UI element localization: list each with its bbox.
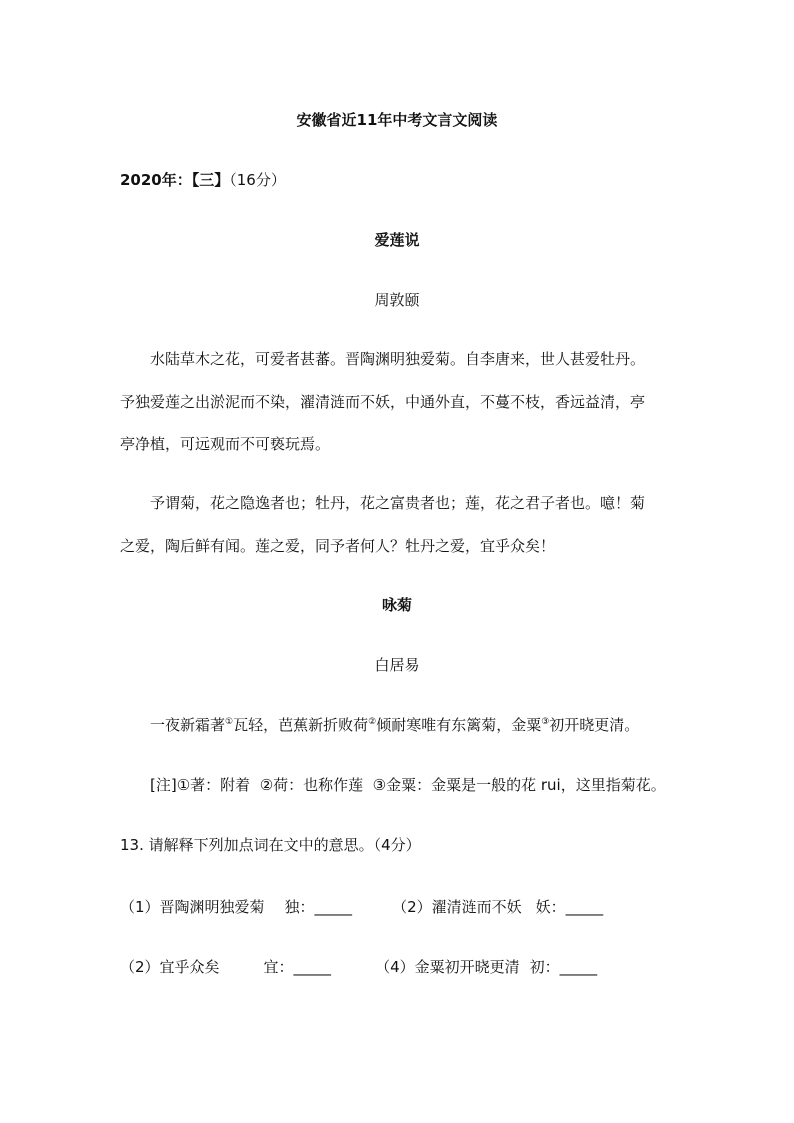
question-item-blank[interactable]: 妖：_____: [535, 898, 604, 916]
footnote-marker: ①: [225, 717, 234, 727]
question-item-blank[interactable]: 宜：_____: [263, 958, 332, 976]
section-year: 2020年：: [120, 171, 192, 189]
passage1-line: 水陆草木之花，可爱者甚蕃。晋陶渊明独爱菊。自李唐来，世人甚爱牡丹。: [150, 350, 646, 368]
question-item-phrase: （2）濯清涟而不妖: [392, 898, 522, 916]
footnote-marker: ③: [541, 717, 550, 727]
question-stem: 13. 请解释下列加点词在文中的意思。（4分）: [120, 836, 421, 854]
footnote-marker: ②: [368, 717, 377, 727]
section-score: （16分）: [229, 171, 286, 189]
poem-segment: 初开晓更清。: [549, 716, 640, 734]
question-item-phrase: （1）晋陶渊明独爱菊: [120, 898, 265, 916]
section-heading: [120, 170, 286, 190]
passage2-author: 白居易: [374, 656, 420, 674]
passage1-line: 予谓菊，花之隐逸者也；牡丹，花之富贵者也；莲，花之君子者也。噫！菊: [150, 494, 646, 512]
poem-segment: 倾耐寒唯有东篱菊，金粟: [376, 716, 542, 734]
poem-segment: 瓦轻，芭蕉新折败荷: [233, 716, 369, 734]
passage1-author: 周敦颐: [374, 291, 420, 309]
document-title: 安徽省近11年中考文言文阅读: [296, 111, 498, 129]
passage1-line: 之爱，陶后鲜有闻。莲之爱，同予者何人？牡丹之爱，宜乎众矣！: [120, 537, 556, 555]
question-item-blank[interactable]: 独：_____: [284, 898, 353, 916]
passage1-line: 亭净植，可远观而不可亵玩焉。: [120, 435, 331, 453]
question-item-phrase: （4）金粟初开晓更清: [375, 958, 520, 976]
question-row: [120, 957, 597, 977]
poem-notes: [注]①著：附着 ②荷：也称作莲 ③金粟：金粟是一般的花 rui，这里指菊花。: [150, 776, 666, 794]
question-item-blank[interactable]: 初：_____: [529, 958, 598, 976]
poem-segment: 一夜新霜著: [150, 716, 226, 734]
question-row: [120, 897, 603, 917]
section-tag: 【三】: [191, 171, 230, 189]
passage2-title: 咏菊: [381, 596, 412, 614]
question-item-phrase: （2）宜乎众矣: [120, 958, 220, 976]
passage1-title: 爱莲说: [374, 231, 420, 249]
poem-line: [150, 715, 639, 735]
passage1-line: 予独爱莲之出淤泥而不染，濯清涟而不妖，中通外直，不蔓不枝，香远益清，亭: [120, 393, 646, 411]
